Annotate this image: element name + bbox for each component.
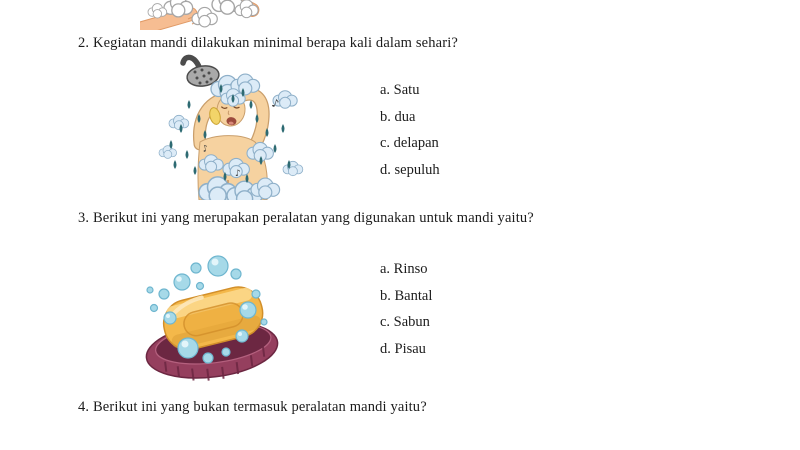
washing-hands-illustration — [140, 0, 268, 35]
answer-option: b. Bantal — [380, 287, 433, 304]
question-text: 2. Kegiatan mandi dilakukan minimal berapa kali dalam sehari? — [78, 35, 458, 51]
answer-option: a. Rinso — [380, 261, 428, 277]
answer-option: c. delapan — [380, 135, 439, 151]
answer-option: d. Pisau — [380, 340, 426, 357]
answer-options — [380, 262, 432, 368]
svg-text:♪: ♪ — [201, 143, 210, 155]
answer-option: b. dua — [380, 108, 416, 125]
question-text: 3. Berikut ini yang merupakan peralatan yang digunakan untuk mandi yaitu? — [78, 210, 534, 226]
answer-option: d. sepuluh — [380, 161, 440, 178]
soap-on-dish-illustration — [130, 252, 292, 387]
answer-option: c. Sabun — [380, 314, 430, 330]
question-text: 4. Berikut ini yang bukan termasuk peralatan mandi yaitu? — [78, 399, 427, 415]
answer-options — [380, 83, 440, 189]
answer-option: a. Satu — [380, 82, 420, 98]
person-showering-illustration — [155, 54, 311, 205]
svg-text:♪: ♪ — [270, 96, 281, 111]
svg-text:♪: ♪ — [235, 169, 241, 179]
